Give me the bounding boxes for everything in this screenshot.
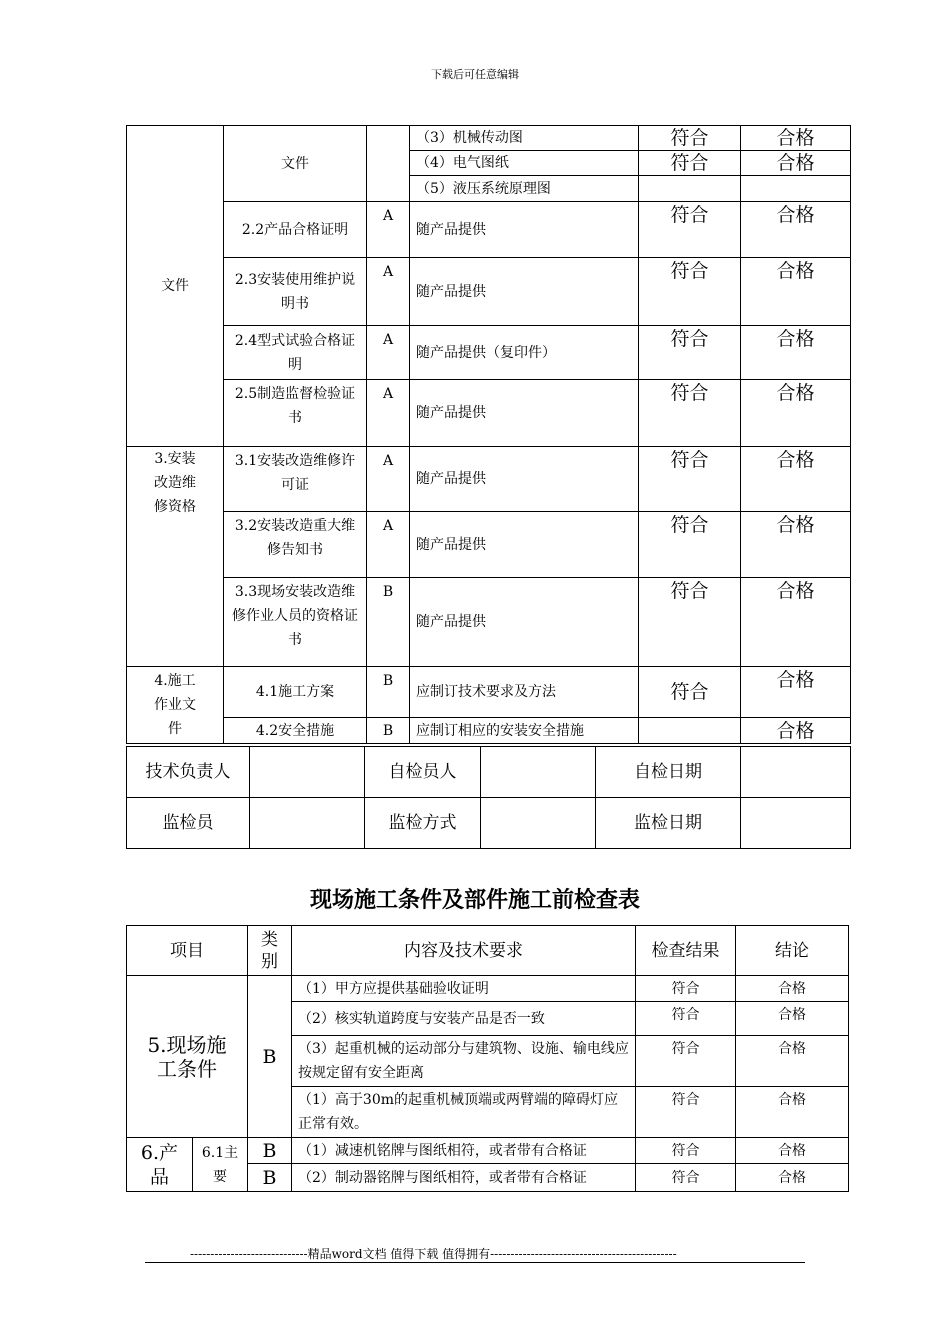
category-cell: B bbox=[248, 1138, 292, 1164]
header-result: 检查结果 bbox=[636, 926, 736, 976]
result-cell: 符合 bbox=[639, 380, 741, 447]
result-cell: 符合 bbox=[639, 667, 741, 718]
section-5-category: B bbox=[248, 976, 292, 1138]
category-cell: B bbox=[367, 667, 410, 718]
requirement-cell: （1）甲方应提供基础验收证明 bbox=[292, 976, 636, 1002]
result-cell: 符合 bbox=[636, 1002, 736, 1036]
self-checker-label: 自检员人 bbox=[365, 747, 481, 798]
insp-date-value bbox=[741, 798, 851, 849]
section-2-label: 文件 bbox=[127, 126, 224, 447]
self-checker-value bbox=[481, 747, 596, 798]
conclusion-cell bbox=[741, 176, 851, 202]
tech-lead-value bbox=[250, 747, 365, 798]
header-item: 项目 bbox=[127, 926, 248, 976]
conclusion-cell: 合格 bbox=[736, 1087, 849, 1138]
requirement-cell: 随产品提供 bbox=[410, 578, 639, 667]
conclusion-cell: 合格 bbox=[736, 976, 849, 1002]
inspector-value bbox=[250, 798, 365, 849]
requirement-cell: 随产品提供 bbox=[410, 512, 639, 578]
conclusion-cell: 合格 bbox=[741, 258, 851, 326]
item-cell: 3.1安装改造维修许可证 bbox=[224, 447, 367, 512]
requirement-cell: 应制订技术要求及方法 bbox=[410, 667, 639, 718]
tech-lead-label: 技术负责人 bbox=[127, 747, 250, 798]
result-cell: 符合 bbox=[639, 202, 741, 258]
requirement-cell: （3）起重机械的运动部分与建筑物、设施、输电线应按规定留有安全距离 bbox=[292, 1036, 636, 1087]
conclusion-cell: 合格 bbox=[736, 1138, 849, 1164]
section-5-label: 5.现场施工条件 bbox=[127, 976, 248, 1138]
result-cell: 符合 bbox=[636, 976, 736, 1002]
result-cell: 符合 bbox=[636, 1138, 736, 1164]
conclusion-cell: 合格 bbox=[736, 1164, 849, 1192]
requirement-cell: （4）电气图纸 bbox=[410, 151, 639, 176]
category-cell: A bbox=[367, 447, 410, 512]
conclusion-cell: 合格 bbox=[736, 1036, 849, 1087]
requirement-cell: （2）核实轨道跨度与安装产品是否一致 bbox=[292, 1002, 636, 1036]
item-cell: 3.2安装改造重大维修告知书 bbox=[224, 512, 367, 578]
item-cell: 2.3安装使用维护说明书 bbox=[224, 258, 367, 326]
requirement-cell: （5）液压系统原理图 bbox=[410, 176, 639, 202]
footer-divider bbox=[145, 1262, 805, 1263]
item-cell: 2.2产品合格证明 bbox=[224, 202, 367, 258]
insp-date-label: 监检日期 bbox=[596, 798, 741, 849]
signature-table bbox=[126, 746, 851, 849]
item-cell: 2.4型式试验合格证明 bbox=[224, 326, 367, 380]
category-cell: A bbox=[367, 258, 410, 326]
inspection-table-1 bbox=[126, 125, 851, 744]
conclusion-cell: 合格 bbox=[741, 718, 851, 744]
section-6-1-label: 6.1主要 bbox=[193, 1138, 248, 1192]
conclusion-cell: 合格 bbox=[741, 380, 851, 447]
result-cell: 符合 bbox=[639, 512, 741, 578]
result-cell: 符合 bbox=[636, 1087, 736, 1138]
item-cell: 4.1施工方案 bbox=[224, 667, 367, 718]
requirement-cell: （1）减速机铭牌与图纸相符，或者带有合格证 bbox=[292, 1138, 636, 1164]
sub-item-files: 文件 bbox=[224, 126, 367, 202]
category-cell: B bbox=[248, 1164, 292, 1192]
item-cell: 3.3现场安装改造维修作业人员的资格证书 bbox=[224, 578, 367, 667]
header-conclusion: 结论 bbox=[736, 926, 849, 976]
result-cell: 符合 bbox=[639, 258, 741, 326]
item-cell: 4.2安全措施 bbox=[224, 718, 367, 744]
conclusion-cell: 合格 bbox=[741, 126, 851, 151]
category-cell bbox=[367, 126, 410, 202]
method-label: 监检方式 bbox=[365, 798, 481, 849]
requirement-cell: 随产品提供 bbox=[410, 447, 639, 512]
result-cell: 符合 bbox=[639, 151, 741, 176]
category-cell: A bbox=[367, 326, 410, 380]
result-cell: 符合 bbox=[639, 126, 741, 151]
self-date-label: 自检日期 bbox=[596, 747, 741, 798]
conclusion-cell: 合格 bbox=[741, 667, 851, 718]
result-cell: 符合 bbox=[636, 1164, 736, 1192]
method-value bbox=[481, 798, 596, 849]
result-cell bbox=[639, 718, 741, 744]
requirement-cell: 随产品提供（复印件） bbox=[410, 326, 639, 380]
inspector-label: 监检员 bbox=[127, 798, 250, 849]
conclusion-cell: 合格 bbox=[741, 447, 851, 512]
conclusion-cell: 合格 bbox=[741, 202, 851, 258]
category-cell: B bbox=[367, 578, 410, 667]
result-cell: 符合 bbox=[639, 447, 741, 512]
table-2-title: 现场施工条件及部件施工前检查表 bbox=[309, 887, 640, 913]
section-4-label: 4.施工作业文件 bbox=[127, 667, 224, 744]
category-cell: A bbox=[367, 380, 410, 447]
section-6-label: 6.产品 bbox=[127, 1138, 193, 1192]
conclusion-cell: 合格 bbox=[741, 578, 851, 667]
requirement-cell: （2）制动器铭牌与图纸相符，或者带有合格证 bbox=[292, 1164, 636, 1192]
category-cell: B bbox=[367, 718, 410, 744]
header-category: 类别 bbox=[248, 926, 292, 976]
result-cell bbox=[639, 176, 741, 202]
result-cell: 符合 bbox=[639, 326, 741, 380]
category-cell: A bbox=[367, 202, 410, 258]
requirement-cell: 随产品提供 bbox=[410, 380, 639, 447]
header-requirement: 内容及技术要求 bbox=[292, 926, 636, 976]
requirement-cell: 随产品提供 bbox=[410, 258, 639, 326]
inspection-table-2 bbox=[126, 925, 849, 1192]
result-cell: 符合 bbox=[636, 1036, 736, 1087]
page-header: 下载后可任意编辑 bbox=[431, 68, 519, 81]
self-date-value bbox=[741, 747, 851, 798]
requirement-cell: （1）高于30m的起重机械顶端或两臂端的障碍灯应正常有效。 bbox=[292, 1087, 636, 1138]
page-footer: -----------------------------精品word文档 值得下载 值得拥有---------------------------------------------- bbox=[190, 1247, 677, 1261]
requirement-cell: 随产品提供 bbox=[410, 202, 639, 258]
item-cell: 2.5制造监督检验证书 bbox=[224, 380, 367, 447]
conclusion-cell: 合格 bbox=[741, 512, 851, 578]
conclusion-cell: 合格 bbox=[741, 326, 851, 380]
section-3-label: 3.安装改造维修资格 bbox=[127, 447, 224, 667]
category-cell: A bbox=[367, 512, 410, 578]
result-cell: 符合 bbox=[639, 578, 741, 667]
conclusion-cell: 合格 bbox=[741, 151, 851, 176]
requirement-cell: （3）机械传动图 bbox=[410, 126, 639, 151]
requirement-cell: 应制订相应的安装安全措施 bbox=[410, 718, 639, 744]
conclusion-cell: 合格 bbox=[736, 1002, 849, 1036]
